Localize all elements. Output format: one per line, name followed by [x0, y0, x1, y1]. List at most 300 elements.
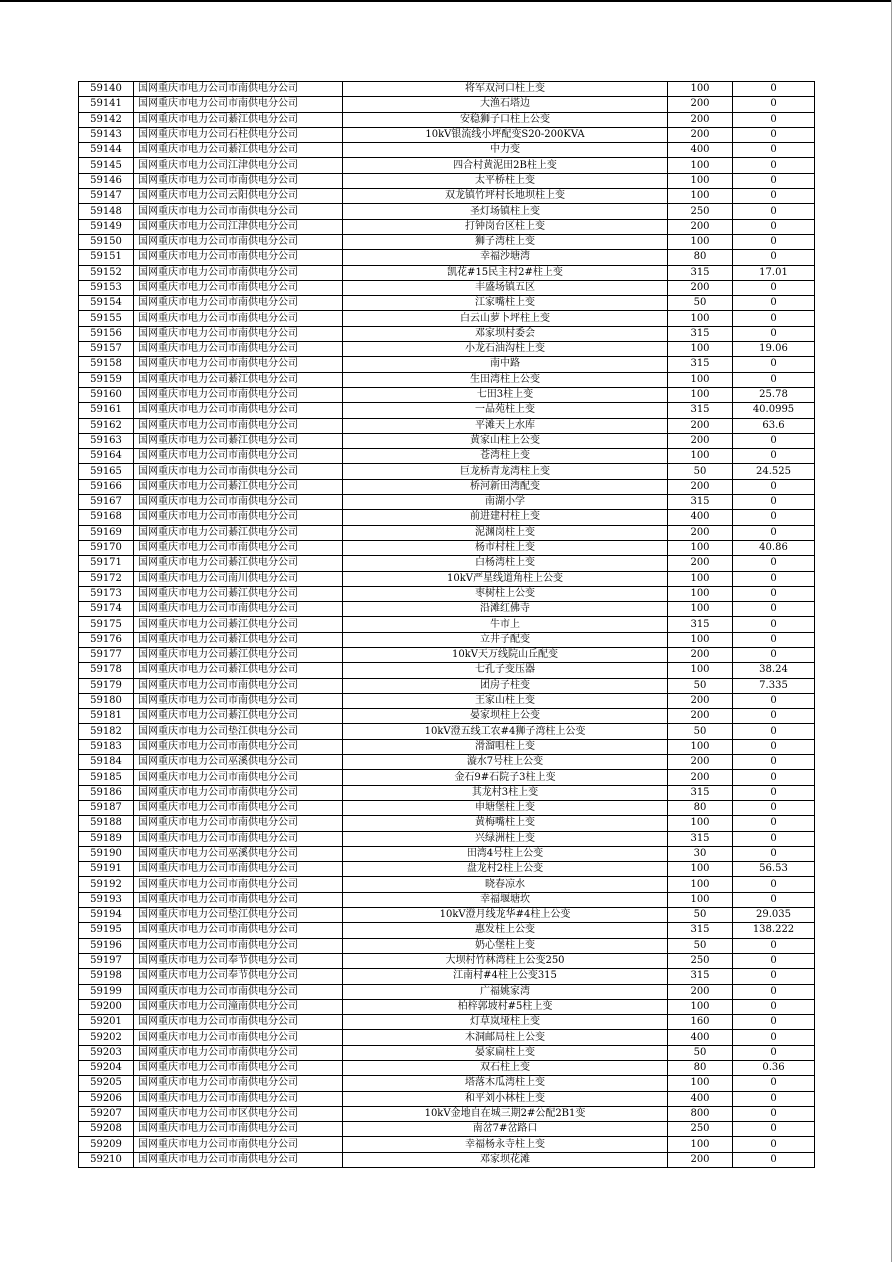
capacity-cell: 80 — [668, 800, 733, 815]
value-cell: 0 — [733, 189, 815, 204]
table-row — [79, 296, 815, 311]
row-id-cell: 59188 — [79, 816, 134, 831]
table-row — [79, 311, 815, 326]
capacity-cell: 200 — [668, 112, 733, 127]
capacity-cell: 200 — [668, 1152, 733, 1167]
row-id-cell: 59165 — [79, 464, 134, 479]
company-cell: 国网重庆市电力公司綦江供电分公司 — [134, 372, 343, 387]
station-name-cell: 前进建村柱上变 — [343, 510, 668, 525]
capacity-cell: 100 — [668, 632, 733, 647]
row-id-cell: 59147 — [79, 189, 134, 204]
table-row — [79, 663, 815, 678]
company-cell: 国网重庆市电力公司南川供电分公司 — [134, 571, 343, 586]
row-id-cell: 59192 — [79, 877, 134, 892]
station-name-cell: 10kV严星线道角柱上公变 — [343, 571, 668, 586]
station-name-cell: 塔落木瓜湾柱上变 — [343, 1076, 668, 1091]
table-row — [79, 219, 815, 234]
row-id-cell: 59150 — [79, 234, 134, 249]
value-cell: 0 — [733, 479, 815, 494]
capacity-cell: 100 — [668, 586, 733, 601]
capacity-cell: 200 — [668, 97, 733, 112]
value-cell: 0 — [733, 250, 815, 265]
row-id-cell: 59152 — [79, 265, 134, 280]
table-row — [79, 862, 815, 877]
row-id-cell: 59187 — [79, 800, 134, 815]
value-cell: 0 — [733, 647, 815, 662]
company-cell: 国网重庆市电力公司市南供电分公司 — [134, 602, 343, 617]
table-row — [79, 250, 815, 265]
row-id-cell: 59145 — [79, 158, 134, 173]
table-row — [79, 540, 815, 555]
value-cell: 0 — [733, 510, 815, 525]
value-cell: 0 — [733, 97, 815, 112]
value-cell: 0 — [733, 1076, 815, 1091]
row-id-cell: 59140 — [79, 82, 134, 97]
capacity-cell: 400 — [668, 1030, 733, 1045]
capacity-cell: 100 — [668, 739, 733, 754]
table-row — [79, 1076, 815, 1091]
row-id-cell: 59182 — [79, 724, 134, 739]
row-id-cell: 59156 — [79, 326, 134, 341]
station-name-cell: 广福姚家湾 — [343, 984, 668, 999]
company-cell: 国网重庆市电力公司奉节供电分公司 — [134, 953, 343, 968]
company-cell: 国网重庆市电力公司市南供电分公司 — [134, 785, 343, 800]
capacity-cell: 200 — [668, 433, 733, 448]
capacity-cell: 315 — [668, 617, 733, 632]
company-cell: 国网重庆市电力公司綦江供电分公司 — [134, 586, 343, 601]
row-id-cell: 59171 — [79, 556, 134, 571]
capacity-cell: 100 — [668, 449, 733, 464]
capacity-cell: 200 — [668, 219, 733, 234]
row-id-cell: 59198 — [79, 969, 134, 984]
row-id-cell: 59199 — [79, 984, 134, 999]
value-cell: 0 — [733, 449, 815, 464]
capacity-cell: 80 — [668, 250, 733, 265]
value-cell: 0 — [733, 999, 815, 1014]
table-row — [79, 678, 815, 693]
table-row — [79, 342, 815, 357]
capacity-cell: 100 — [668, 816, 733, 831]
station-name-cell: 牛市上 — [343, 617, 668, 632]
station-name-cell: 安稳狮子口柱上公变 — [343, 112, 668, 127]
table-row — [79, 556, 815, 571]
company-cell: 国网重庆市电力公司市南供电分公司 — [134, 342, 343, 357]
value-cell: 0 — [733, 204, 815, 219]
value-cell: 0 — [733, 82, 815, 97]
station-name-cell: 黄梅嘴柱上变 — [343, 816, 668, 831]
table-row — [79, 999, 815, 1014]
table-row — [79, 1030, 815, 1045]
station-name-cell: 晓春凉水 — [343, 877, 668, 892]
value-cell: 0 — [733, 984, 815, 999]
capacity-cell: 50 — [668, 678, 733, 693]
value-cell: 0 — [733, 280, 815, 295]
capacity-cell: 315 — [668, 495, 733, 510]
table-row — [79, 647, 815, 662]
station-name-cell: 惠发柱上公变 — [343, 923, 668, 938]
value-cell: 0 — [733, 127, 815, 142]
table-row — [79, 127, 815, 142]
row-id-cell: 59141 — [79, 97, 134, 112]
value-cell: 0 — [733, 1030, 815, 1045]
row-id-cell: 59173 — [79, 586, 134, 601]
row-id-cell: 59197 — [79, 953, 134, 968]
station-name-cell: 桥河新田湾配变 — [343, 479, 668, 494]
row-id-cell: 59181 — [79, 709, 134, 724]
page-top-border — [0, 0, 892, 2]
company-cell: 国网重庆市电力公司市南供电分公司 — [134, 495, 343, 510]
capacity-cell: 100 — [668, 173, 733, 188]
table-row — [79, 387, 815, 402]
value-cell: 0 — [733, 632, 815, 647]
row-id-cell: 59208 — [79, 1122, 134, 1137]
table-row — [79, 1045, 815, 1060]
capacity-cell: 50 — [668, 296, 733, 311]
company-cell: 国网重庆市电力公司市南供电分公司 — [134, 403, 343, 418]
row-id-cell: 59189 — [79, 831, 134, 846]
table-row — [79, 1137, 815, 1152]
value-cell: 63.6 — [733, 418, 815, 433]
company-cell: 国网重庆市电力公司江津供电分公司 — [134, 219, 343, 234]
value-cell: 0 — [733, 158, 815, 173]
station-name-cell: 苍湾柱上变 — [343, 449, 668, 464]
station-name-cell: 幸福堰塘坎 — [343, 892, 668, 907]
station-name-cell: 大坝村竹林湾柱上公变250 — [343, 953, 668, 968]
table-row — [79, 969, 815, 984]
company-cell: 国网重庆市电力公司市南供电分公司 — [134, 357, 343, 372]
value-cell: 0 — [733, 1152, 815, 1167]
row-id-cell: 59193 — [79, 892, 134, 907]
row-id-cell: 59178 — [79, 663, 134, 678]
table-row — [79, 877, 815, 892]
company-cell: 国网重庆市电力公司江津供电分公司 — [134, 158, 343, 173]
row-id-cell: 59200 — [79, 999, 134, 1014]
station-name-cell: 邓家坝村委会 — [343, 326, 668, 341]
company-cell: 国网重庆市电力公司市南供电分公司 — [134, 938, 343, 953]
row-id-cell: 59195 — [79, 923, 134, 938]
table-row — [79, 785, 815, 800]
company-cell: 国网重庆市电力公司市南供电分公司 — [134, 82, 343, 97]
row-id-cell: 59202 — [79, 1030, 134, 1045]
row-id-cell: 59143 — [79, 127, 134, 142]
capacity-cell: 100 — [668, 877, 733, 892]
table-row — [79, 173, 815, 188]
capacity-cell: 100 — [668, 540, 733, 555]
company-cell: 国网重庆市电力公司綦江供电分公司 — [134, 617, 343, 632]
value-cell: 0 — [733, 785, 815, 800]
company-cell: 国网重庆市电力公司市南供电分公司 — [134, 693, 343, 708]
value-cell: 0 — [733, 724, 815, 739]
station-name-cell: 10kV澄五线工农#4狮子湾柱上公变 — [343, 724, 668, 739]
capacity-cell: 315 — [668, 357, 733, 372]
station-name-cell: 枣树柱上公变 — [343, 586, 668, 601]
station-name-cell: 王家山柱上变 — [343, 693, 668, 708]
capacity-cell: 50 — [668, 1045, 733, 1060]
table-row — [79, 816, 815, 831]
company-cell: 国网重庆市电力公司垫江供电分公司 — [134, 724, 343, 739]
station-name-cell: 平滩天上水库 — [343, 418, 668, 433]
row-id-cell: 59191 — [79, 862, 134, 877]
value-cell: 0 — [733, 831, 815, 846]
value-cell: 7.335 — [733, 678, 815, 693]
capacity-cell: 400 — [668, 510, 733, 525]
capacity-cell: 100 — [668, 571, 733, 586]
company-cell: 国网重庆市电力公司綦江供电分公司 — [134, 647, 343, 662]
row-id-cell: 59159 — [79, 372, 134, 387]
capacity-cell: 100 — [668, 311, 733, 326]
value-cell: 0 — [733, 755, 815, 770]
table-row — [79, 97, 815, 112]
table-row — [79, 923, 815, 938]
capacity-cell: 315 — [668, 923, 733, 938]
station-name-cell: 10kV天万线院山丘配变 — [343, 647, 668, 662]
capacity-cell: 250 — [668, 1122, 733, 1137]
row-id-cell: 59146 — [79, 173, 134, 188]
company-cell: 国网重庆市电力公司市南供电分公司 — [134, 816, 343, 831]
station-name-cell: 将军双河口柱上变 — [343, 82, 668, 97]
company-cell: 国网重庆市电力公司石柱供电分公司 — [134, 127, 343, 142]
company-cell: 国网重庆市电力公司市南供电分公司 — [134, 1152, 343, 1167]
value-cell: 0 — [733, 1091, 815, 1106]
table-row — [79, 418, 815, 433]
station-name-cell: 大渔石塔边 — [343, 97, 668, 112]
station-name-cell: 10kV澄月线龙华#4柱上公变 — [343, 908, 668, 923]
row-id-cell: 59174 — [79, 602, 134, 617]
value-cell: 0 — [733, 556, 815, 571]
row-id-cell: 59166 — [79, 479, 134, 494]
value-cell: 0 — [733, 770, 815, 785]
company-cell: 国网重庆市电力公司市南供电分公司 — [134, 418, 343, 433]
capacity-cell: 50 — [668, 938, 733, 953]
table-row — [79, 709, 815, 724]
value-cell: 0 — [733, 311, 815, 326]
company-cell: 国网重庆市电力公司市南供电分公司 — [134, 770, 343, 785]
value-cell: 24.525 — [733, 464, 815, 479]
company-cell: 国网重庆市电力公司綦江供电分公司 — [134, 663, 343, 678]
company-cell: 国网重庆市电力公司市南供电分公司 — [134, 204, 343, 219]
station-name-cell: 兴绿洲柱上变 — [343, 831, 668, 846]
value-cell: 0 — [733, 586, 815, 601]
company-cell: 国网重庆市电力公司市南供电分公司 — [134, 831, 343, 846]
capacity-cell: 315 — [668, 403, 733, 418]
capacity-cell: 100 — [668, 158, 733, 173]
company-cell: 国网重庆市电力公司市南供电分公司 — [134, 173, 343, 188]
table-row — [79, 1015, 815, 1030]
value-cell: 0 — [733, 357, 815, 372]
row-id-cell: 59167 — [79, 495, 134, 510]
company-cell: 国网重庆市电力公司市南供电分公司 — [134, 510, 343, 525]
value-cell: 29.035 — [733, 908, 815, 923]
company-cell: 国网重庆市电力公司市南供电分公司 — [134, 1137, 343, 1152]
table-row — [79, 143, 815, 158]
station-name-cell: 田湾4号柱上公变 — [343, 846, 668, 861]
station-name-cell: 团房子柱变 — [343, 678, 668, 693]
company-cell: 国网重庆市电力公司綦江供电分公司 — [134, 525, 343, 540]
station-name-cell: 幸福沙塘湾 — [343, 250, 668, 265]
station-name-cell: 七田3柱上变 — [343, 387, 668, 402]
station-name-cell: 木洞邮局柱上公变 — [343, 1030, 668, 1045]
capacity-cell: 100 — [668, 1137, 733, 1152]
capacity-cell: 200 — [668, 556, 733, 571]
company-cell: 国网重庆市电力公司潼南供电分公司 — [134, 999, 343, 1014]
value-cell: 0 — [733, 969, 815, 984]
station-name-cell: 江南村#4柱上公变315 — [343, 969, 668, 984]
row-id-cell: 59207 — [79, 1106, 134, 1121]
value-cell: 0 — [733, 602, 815, 617]
table-row — [79, 1122, 815, 1137]
table-row — [79, 204, 815, 219]
station-name-cell: 白云山萝卜坪柱上变 — [343, 311, 668, 326]
table-row — [79, 953, 815, 968]
value-cell: 0 — [733, 112, 815, 127]
station-name-cell: 圣灯场镇柱上变 — [343, 204, 668, 219]
station-name-cell: 丰盛场镇五区 — [343, 280, 668, 295]
station-name-cell: 10kV银流线小坪配变S20-200KVA — [343, 127, 668, 142]
transformer-table — [78, 81, 815, 1168]
station-name-cell: 太平桥柱上变 — [343, 173, 668, 188]
value-cell: 25.78 — [733, 387, 815, 402]
table-row — [79, 433, 815, 448]
value-cell: 38.24 — [733, 663, 815, 678]
company-cell: 国网重庆市电力公司市南供电分公司 — [134, 464, 343, 479]
table-row — [79, 1091, 815, 1106]
value-cell: 56.53 — [733, 862, 815, 877]
capacity-cell: 100 — [668, 999, 733, 1014]
value-cell: 0 — [733, 1137, 815, 1152]
capacity-cell: 30 — [668, 846, 733, 861]
station-name-cell: 滑溜咀柱上变 — [343, 739, 668, 754]
capacity-cell: 200 — [668, 418, 733, 433]
station-name-cell: 立井子配变 — [343, 632, 668, 647]
capacity-cell: 200 — [668, 984, 733, 999]
row-id-cell: 59154 — [79, 296, 134, 311]
value-cell: 0 — [733, 617, 815, 632]
table-row — [79, 908, 815, 923]
table-row — [79, 372, 815, 387]
value-cell: 40.86 — [733, 540, 815, 555]
company-cell: 国网重庆市电力公司市南供电分公司 — [134, 540, 343, 555]
row-id-cell: 59172 — [79, 571, 134, 586]
table-row — [79, 938, 815, 953]
row-id-cell: 59170 — [79, 540, 134, 555]
table-row — [79, 693, 815, 708]
table-row — [79, 112, 815, 127]
row-id-cell: 59205 — [79, 1076, 134, 1091]
station-name-cell: 沿滩红佛寺 — [343, 602, 668, 617]
row-id-cell: 59176 — [79, 632, 134, 647]
row-id-cell: 59168 — [79, 510, 134, 525]
company-cell: 国网重庆市电力公司市南供电分公司 — [134, 678, 343, 693]
table-row — [79, 755, 815, 770]
value-cell: 0.36 — [733, 1061, 815, 1076]
table-row — [79, 739, 815, 754]
table-row — [79, 1106, 815, 1121]
row-id-cell: 59149 — [79, 219, 134, 234]
capacity-cell: 315 — [668, 326, 733, 341]
company-cell: 国网重庆市电力公司綦江供电分公司 — [134, 709, 343, 724]
table-row — [79, 617, 815, 632]
value-cell: 0 — [733, 1106, 815, 1121]
table-row — [79, 800, 815, 815]
station-name-cell: 南岔7#岔路口 — [343, 1122, 668, 1137]
station-name-cell: 四合村黄泥田2B柱上变 — [343, 158, 668, 173]
row-id-cell: 59162 — [79, 418, 134, 433]
station-name-cell: 双石柱上变 — [343, 1061, 668, 1076]
capacity-cell: 100 — [668, 189, 733, 204]
row-id-cell: 59177 — [79, 647, 134, 662]
table-row — [79, 984, 815, 999]
capacity-cell: 250 — [668, 204, 733, 219]
company-cell: 国网重庆市电力公司綦江供电分公司 — [134, 556, 343, 571]
value-cell: 0 — [733, 938, 815, 953]
capacity-cell: 100 — [668, 663, 733, 678]
row-id-cell: 59148 — [79, 204, 134, 219]
capacity-cell: 80 — [668, 1061, 733, 1076]
company-cell: 国网重庆市电力公司市南供电分公司 — [134, 984, 343, 999]
row-id-cell: 59209 — [79, 1137, 134, 1152]
row-id-cell: 59210 — [79, 1152, 134, 1167]
row-id-cell: 59164 — [79, 449, 134, 464]
station-name-cell: 巨龙桥青龙湾柱上变 — [343, 464, 668, 479]
value-cell: 0 — [733, 326, 815, 341]
capacity-cell: 100 — [668, 602, 733, 617]
company-cell: 国网重庆市电力公司市南供电分公司 — [134, 800, 343, 815]
company-cell: 国网重庆市电力公司市南供电分公司 — [134, 311, 343, 326]
capacity-cell: 200 — [668, 647, 733, 662]
capacity-cell: 100 — [668, 387, 733, 402]
value-cell: 0 — [733, 1045, 815, 1060]
table-row — [79, 1061, 815, 1076]
capacity-cell: 800 — [668, 1106, 733, 1121]
company-cell: 国网重庆市电力公司市南供电分公司 — [134, 739, 343, 754]
capacity-cell: 200 — [668, 127, 733, 142]
station-name-cell: 和平刘小林柱上变 — [343, 1091, 668, 1106]
table-row — [79, 831, 815, 846]
capacity-cell: 200 — [668, 525, 733, 540]
row-id-cell: 59206 — [79, 1091, 134, 1106]
company-cell: 国网重庆市电力公司市南供电分公司 — [134, 234, 343, 249]
capacity-cell: 100 — [668, 862, 733, 877]
table-row — [79, 464, 815, 479]
company-cell: 国网重庆市电力公司市南供电分公司 — [134, 892, 343, 907]
company-cell: 国网重庆市电力公司垫江供电分公司 — [134, 908, 343, 923]
capacity-cell: 100 — [668, 1076, 733, 1091]
company-cell: 国网重庆市电力公司市南供电分公司 — [134, 1091, 343, 1106]
row-id-cell: 59142 — [79, 112, 134, 127]
station-name-cell: 灯草岚垭柱上变 — [343, 1015, 668, 1030]
station-name-cell: 中力变 — [343, 143, 668, 158]
station-name-cell: 盘龙村2柱上公变 — [343, 862, 668, 877]
capacity-cell: 50 — [668, 908, 733, 923]
row-id-cell: 59194 — [79, 908, 134, 923]
company-cell: 国网重庆市电力公司市南供电分公司 — [134, 449, 343, 464]
station-name-cell: 南湖小学 — [343, 495, 668, 510]
value-cell: 0 — [733, 571, 815, 586]
company-cell: 国网重庆市电力公司巫溪供电分公司 — [134, 755, 343, 770]
capacity-cell: 200 — [668, 479, 733, 494]
company-cell: 国网重庆市电力公司市南供电分公司 — [134, 97, 343, 112]
table-row — [79, 189, 815, 204]
capacity-cell: 315 — [668, 831, 733, 846]
station-name-cell: 漩水7号柱上公变 — [343, 755, 668, 770]
value-cell: 0 — [733, 892, 815, 907]
capacity-cell: 400 — [668, 1091, 733, 1106]
table-row — [79, 158, 815, 173]
row-id-cell: 59179 — [79, 678, 134, 693]
value-cell: 0 — [733, 693, 815, 708]
table-row — [79, 571, 815, 586]
value-cell: 0 — [733, 234, 815, 249]
